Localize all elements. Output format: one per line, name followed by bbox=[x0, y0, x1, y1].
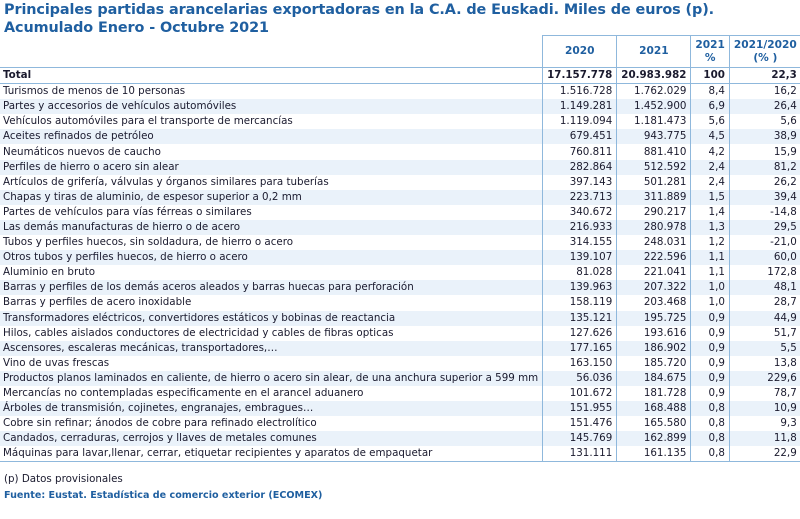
row-label: Aluminio en bruto bbox=[0, 265, 543, 280]
row-2021: 161.135 bbox=[617, 446, 691, 462]
header-blank bbox=[0, 36, 543, 68]
row-label: Aceites refinados de petróleo bbox=[0, 129, 543, 144]
row-2020: 282.864 bbox=[543, 160, 617, 175]
row-2021: 221.041 bbox=[617, 265, 691, 280]
row-2021: 162.899 bbox=[617, 431, 691, 446]
row-label: Barras y perfiles de los demás aceros aleados y barras huecas para perforación bbox=[0, 280, 543, 295]
row-2021: 248.031 bbox=[617, 235, 691, 250]
header-variation-top: 2021/2020 bbox=[733, 38, 797, 51]
row-label: Árboles de transmisión, cojinetes, engranajes, embragues… bbox=[0, 401, 543, 416]
header-variation-bottom: (% ) bbox=[753, 51, 778, 64]
row-2021: 184.675 bbox=[617, 371, 691, 386]
row-pct: 2,4 bbox=[691, 175, 730, 190]
table-row bbox=[0, 356, 800, 371]
total-variation: 22,3 bbox=[729, 68, 800, 84]
table-row bbox=[0, 401, 800, 416]
row-2021: 290.217 bbox=[617, 205, 691, 220]
row-2021: 280.978 bbox=[617, 220, 691, 235]
row-variation: 44,9 bbox=[729, 311, 800, 326]
row-variation: 229,6 bbox=[729, 371, 800, 386]
row-variation: 11,8 bbox=[729, 431, 800, 446]
exports-table bbox=[0, 35, 800, 462]
row-2021: 222.596 bbox=[617, 250, 691, 265]
row-label: Productos planos laminados en caliente, de hierro o acero sin alear, de una anchura superior a 599 mm bbox=[0, 371, 543, 386]
table-row bbox=[0, 190, 800, 205]
row-2021: 1.181.473 bbox=[617, 114, 691, 129]
row-variation: 26,4 bbox=[729, 99, 800, 114]
page-title bbox=[4, 1, 714, 37]
row-variation: 78,7 bbox=[729, 386, 800, 401]
row-2020: 139.107 bbox=[543, 250, 617, 265]
row-pct: 5,6 bbox=[691, 114, 730, 129]
row-2020: 158.119 bbox=[543, 295, 617, 310]
table-row bbox=[0, 326, 800, 341]
row-2021: 881.410 bbox=[617, 144, 691, 159]
row-2021: 165.580 bbox=[617, 416, 691, 431]
table-row bbox=[0, 265, 800, 280]
row-2021: 168.488 bbox=[617, 401, 691, 416]
row-label: Vino de uvas frescas bbox=[0, 356, 543, 371]
row-2020: 127.626 bbox=[543, 326, 617, 341]
table-row bbox=[0, 160, 800, 175]
row-2020: 139.963 bbox=[543, 280, 617, 295]
row-2020: 101.672 bbox=[543, 386, 617, 401]
row-label: Barras y perfiles de acero inoxidable bbox=[0, 295, 543, 310]
row-label: Máquinas para lavar,llenar, cerrar, etiquetar recipientes y aparatos de empaquetar bbox=[0, 446, 543, 462]
row-2020: 151.476 bbox=[543, 416, 617, 431]
row-label: Turismos de menos de 10 personas bbox=[0, 84, 543, 100]
row-pct: 1,5 bbox=[691, 190, 730, 205]
row-2020: 1.516.728 bbox=[543, 84, 617, 100]
table-body bbox=[0, 68, 800, 462]
row-label: Transformadores eléctricos, convertidores estáticos y bobinas de reactancia bbox=[0, 311, 543, 326]
row-2020: 81.028 bbox=[543, 265, 617, 280]
table-row bbox=[0, 386, 800, 401]
title-line-2: Acumulado Enero - Octubre 2021 bbox=[4, 20, 269, 36]
header-2021-pct-top: 2021 bbox=[695, 38, 725, 51]
row-variation: 26,2 bbox=[729, 175, 800, 190]
row-pct: 0,8 bbox=[691, 416, 730, 431]
table-row bbox=[0, 175, 800, 190]
row-pct: 1,0 bbox=[691, 280, 730, 295]
table-row bbox=[0, 280, 800, 295]
row-pct: 1,1 bbox=[691, 265, 730, 280]
table-row-total bbox=[0, 68, 800, 84]
row-2021: 185.720 bbox=[617, 356, 691, 371]
total-pct: 100 bbox=[691, 68, 730, 84]
table-row bbox=[0, 371, 800, 386]
row-label: Cobre sin refinar; ánodos de cobre para refinado electrolítico bbox=[0, 416, 543, 431]
row-pct: 0,9 bbox=[691, 371, 730, 386]
table-row bbox=[0, 129, 800, 144]
row-2020: 760.811 bbox=[543, 144, 617, 159]
row-pct: 0,8 bbox=[691, 446, 730, 462]
table-row bbox=[0, 220, 800, 235]
row-2020: 151.955 bbox=[543, 401, 617, 416]
row-variation: 15,9 bbox=[729, 144, 800, 159]
row-label: Neumáticos nuevos de caucho bbox=[0, 144, 543, 159]
table-row bbox=[0, 144, 800, 159]
row-2021: 203.468 bbox=[617, 295, 691, 310]
table-row bbox=[0, 99, 800, 114]
table-row bbox=[0, 114, 800, 129]
row-pct: 0,8 bbox=[691, 401, 730, 416]
table-row bbox=[0, 311, 800, 326]
row-2021: 512.592 bbox=[617, 160, 691, 175]
row-pct: 1,3 bbox=[691, 220, 730, 235]
row-label: Tubos y perfiles huecos, sin soldadura, de hierro o acero bbox=[0, 235, 543, 250]
row-label: Mercancías no contempladas especificamente en el arancel aduanero bbox=[0, 386, 543, 401]
row-2021: 943.775 bbox=[617, 129, 691, 144]
row-label: Las demás manufacturas de hierro o de acero bbox=[0, 220, 543, 235]
row-2021: 1.452.900 bbox=[617, 99, 691, 114]
row-2020: 1.149.281 bbox=[543, 99, 617, 114]
row-variation: 29,5 bbox=[729, 220, 800, 235]
row-variation: 16,2 bbox=[729, 84, 800, 100]
row-2020: 314.155 bbox=[543, 235, 617, 250]
header-variation bbox=[729, 36, 800, 68]
row-variation: 22,9 bbox=[729, 446, 800, 462]
header-2021-pct-bottom: % bbox=[704, 51, 716, 64]
row-2021: 501.281 bbox=[617, 175, 691, 190]
row-variation: 60,0 bbox=[729, 250, 800, 265]
row-2020: 135.121 bbox=[543, 311, 617, 326]
row-2020: 145.769 bbox=[543, 431, 617, 446]
row-2020: 177.165 bbox=[543, 341, 617, 356]
header-2021-pct bbox=[691, 36, 730, 68]
header-2020: 2020 bbox=[543, 36, 617, 68]
title-line-1: Principales partidas arancelarias exportadoras en la C.A. de Euskadi. Miles de euros (p). bbox=[4, 2, 715, 18]
row-variation: 13,8 bbox=[729, 356, 800, 371]
header-2021: 2021 bbox=[617, 36, 691, 68]
row-label: Partes y accesorios de vehículos automóviles bbox=[0, 99, 543, 114]
row-2021: 195.725 bbox=[617, 311, 691, 326]
row-2020: 216.933 bbox=[543, 220, 617, 235]
table-row bbox=[0, 341, 800, 356]
row-variation: 5,5 bbox=[729, 341, 800, 356]
row-pct: 1,1 bbox=[691, 250, 730, 265]
row-pct: 4,5 bbox=[691, 129, 730, 144]
row-variation: 51,7 bbox=[729, 326, 800, 341]
row-pct: 0,9 bbox=[691, 386, 730, 401]
row-label: Chapas y tiras de aluminio, de espesor superior a 0,2 mm bbox=[0, 190, 543, 205]
row-variation: 81,2 bbox=[729, 160, 800, 175]
row-pct: 0,9 bbox=[691, 356, 730, 371]
row-label: Candados, cerraduras, cerrojos y llaves de metales comunes bbox=[0, 431, 543, 446]
row-pct: 2,4 bbox=[691, 160, 730, 175]
row-2020: 163.150 bbox=[543, 356, 617, 371]
row-label: Partes de vehículos para vías férreas o similares bbox=[0, 205, 543, 220]
row-pct: 1,4 bbox=[691, 205, 730, 220]
row-pct: 8,4 bbox=[691, 84, 730, 100]
row-variation: 39,4 bbox=[729, 190, 800, 205]
row-label: Perfiles de hierro o acero sin alear bbox=[0, 160, 543, 175]
row-variation: 5,6 bbox=[729, 114, 800, 129]
row-label: Vehículos automóviles para el transporte de mercancías bbox=[0, 114, 543, 129]
row-variation: 48,1 bbox=[729, 280, 800, 295]
row-pct: 6,9 bbox=[691, 99, 730, 114]
row-label: Hilos, cables aislados conductores de electricidad y cables de fibras opticas bbox=[0, 326, 543, 341]
row-pct: 1,2 bbox=[691, 235, 730, 250]
total-label: Total bbox=[0, 68, 543, 84]
row-variation: 9,3 bbox=[729, 416, 800, 431]
row-variation: -14,8 bbox=[729, 205, 800, 220]
row-2021: 181.728 bbox=[617, 386, 691, 401]
row-2020: 340.672 bbox=[543, 205, 617, 220]
table-row bbox=[0, 446, 800, 462]
row-pct: 0,9 bbox=[691, 326, 730, 341]
row-variation: 28,7 bbox=[729, 295, 800, 310]
row-2021: 207.322 bbox=[617, 280, 691, 295]
row-2020: 223.713 bbox=[543, 190, 617, 205]
row-2020: 131.111 bbox=[543, 446, 617, 462]
row-2021: 186.902 bbox=[617, 341, 691, 356]
row-2020: 397.143 bbox=[543, 175, 617, 190]
row-2020: 1.119.094 bbox=[543, 114, 617, 129]
table-row bbox=[0, 205, 800, 220]
table-row bbox=[0, 250, 800, 265]
total-2020: 17.157.778 bbox=[543, 68, 617, 84]
row-pct: 0,9 bbox=[691, 341, 730, 356]
row-variation: 172,8 bbox=[729, 265, 800, 280]
table-row bbox=[0, 431, 800, 446]
row-pct: 4,2 bbox=[691, 144, 730, 159]
row-pct: 1,0 bbox=[691, 295, 730, 310]
row-2021: 311.889 bbox=[617, 190, 691, 205]
row-2020: 679.451 bbox=[543, 129, 617, 144]
row-variation: -21,0 bbox=[729, 235, 800, 250]
row-2021: 1.762.029 bbox=[617, 84, 691, 100]
source-note: Fuente: Eustat. Estadística de comercio exterior (ECOMEX) bbox=[4, 490, 323, 501]
total-2021: 20.983.982 bbox=[617, 68, 691, 84]
row-variation: 38,9 bbox=[729, 129, 800, 144]
table-row bbox=[0, 295, 800, 310]
row-pct: 0,8 bbox=[691, 431, 730, 446]
table-row bbox=[0, 416, 800, 431]
row-variation: 10,9 bbox=[729, 401, 800, 416]
row-2021: 193.616 bbox=[617, 326, 691, 341]
row-label: Ascensores, escaleras mecánicas, transportadores,… bbox=[0, 341, 543, 356]
row-label: Artículos de grifería, válvulas y órganos similares para tuberías bbox=[0, 175, 543, 190]
footnote: (p) Datos provisionales bbox=[4, 473, 123, 485]
table-row bbox=[0, 84, 800, 100]
row-2020: 56.036 bbox=[543, 371, 617, 386]
row-pct: 0,9 bbox=[691, 311, 730, 326]
row-label: Otros tubos y perfiles huecos, de hierro o acero bbox=[0, 250, 543, 265]
table-row bbox=[0, 235, 800, 250]
